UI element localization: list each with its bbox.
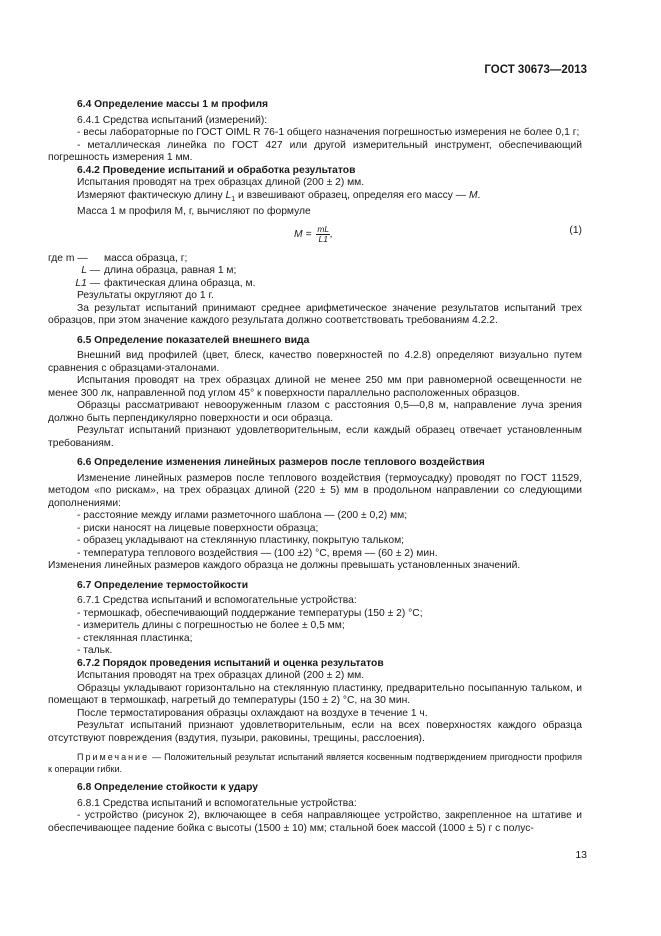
- paragraph: Изменение линейных размеров после теплового воздействия (термоусадку) проводят по ГОСТ 11529, методом «по рискам», на трех образцах длиной (220 ± 5) мм в продольном направлении со следующими дополнениями:: [48, 472, 582, 509]
- paragraph: После термостатирования образцы охлаждают на воздухе в течение 1 ч.: [77, 707, 428, 719]
- section-6-7-title: 6.7 Определение термостойкости: [77, 579, 249, 591]
- paragraph: Образцы рассматривают невооруженным глазом с расстояния 0,5—0,8 м, направление луча зрения должно быть перпендикулярно поверхности и оси образца.: [48, 400, 582, 424]
- paragraph: Испытания проводят на трех образцах длиной (200 ± 2) мм.: [77, 670, 365, 682]
- document-body: [48, 92, 582, 835]
- list-item: - тальк.: [77, 645, 113, 657]
- paragraph: Внешний вид профилей (цвет, блеск, качество поверхностей по 4.2.8) определяют визуально путем сравнения с образцами-эталонами.: [48, 350, 582, 374]
- paragraph: Образцы укладывают горизонтально на стеклянную пластинку, предварительно посыпанную тальком, и помещают в термошкаф, нагретый до температуры (150 ± 2) °C, на 30 мин.: [48, 682, 582, 707]
- definition-text: масса образца, г;: [104, 252, 188, 264]
- formula-1: [48, 223, 582, 247]
- note: [48, 751, 582, 775]
- list-item: - стеклянная пластинка;: [77, 632, 193, 644]
- paragraph: Испытания проводят на трех образцах длиной не менее 250 мм при равномерной освещенности не менее 300 лк, направленной под углом 45° к поверхности параллельно расположенных образцов.: [48, 375, 582, 399]
- paragraph: Изменения линейных размеров каждого образца не должны превышать установленных значений.: [48, 560, 521, 572]
- paragraph: Масса 1 м профиля M, г, вычисляют по формуле: [77, 206, 311, 218]
- formula-number: (1): [569, 224, 582, 236]
- formula-definitions: [48, 253, 582, 291]
- paragraph: 6.4.1 Средства испытаний (измерений):: [77, 114, 268, 126]
- section-6-7-2-title: 6.7.2 Порядок проведения испытаний и оценка результатов: [77, 657, 384, 669]
- list-item: - расстояние между иглами разметочного шаблона — (200 ± 0,2) мм;: [77, 510, 408, 522]
- definition-symbol: где m —: [48, 252, 88, 264]
- paragraph: Результаты округляют до 1 г.: [77, 290, 214, 302]
- section-6-4-2-title: 6.4.2 Проведение испытаний и обработка результатов: [77, 164, 356, 176]
- paragraph: Результат испытаний признают удовлетворительным, если каждый образец отвечает установленным требованиям.: [48, 425, 582, 449]
- definition-row: [48, 253, 582, 266]
- section-6-4-title: 6.4 Определение массы 1 м профиля: [77, 99, 269, 110]
- section-6-8-title: 6.8 Определение стойкости к удару: [77, 782, 258, 794]
- list-item: - металлическая линейка по ГОСТ 427 или другой измерительный инструмент, обеспечивающий погрешность измерения 1 мм.: [48, 139, 582, 163]
- paragraph: 6.8.1 Средства испытаний и вспомогательные устройства:: [77, 797, 357, 809]
- paragraph: За результат испытаний принимают среднее арифметическое значение результатов испытаний трех образцов, при этом значение каждого результата должно соответствовать требованиям 4.2.2.: [48, 302, 582, 327]
- list-item: - термошкаф, обеспечивающий поддержание температуры (150 ± 2) °C;: [77, 607, 423, 619]
- definition-row: [48, 278, 582, 291]
- definition-symbol: L1 —: [75, 277, 100, 289]
- list-item: - весы лабораторные по ГОСТ OIML R 76-1 общего назначения погрешностью измерения не более 0,1 г;: [77, 127, 580, 138]
- definition-text: длина образца, равная 1 м;: [104, 265, 237, 277]
- section-6-5-title: 6.5 Определение показателей внешнего вида: [77, 334, 310, 346]
- formula-expression: M = $\frac{mL}{L1}$ ,: [294, 223, 333, 244]
- paragraph: Испытания проводят на трех образцах длиной (200 ± 2) мм.: [77, 177, 365, 188]
- section-6-6-title: 6.6 Определение изменения линейных размеров после теплового воздействия: [77, 457, 485, 469]
- list-item: - температура теплового воздействия — (100 ±2) °C, время — (60 ± 2) мин.: [77, 547, 438, 559]
- page-number: 13: [575, 849, 587, 861]
- definition-text: фактическая длина образца, м.: [104, 277, 256, 289]
- note-label: Примечание: [77, 752, 150, 763]
- definition-row: [48, 265, 582, 278]
- list-item: - устройство (рисунок 2), включающее в себя направляющее устройство, закрепленное на штативе и обеспечивающее падение бойка с высоты (1500 ± 10) мм; стальной боек массой (1000 ± 5) г с полус-: [48, 810, 582, 834]
- paragraph: 6.7.1 Средства испытаний и вспомогательные устройства:: [77, 595, 357, 607]
- paragraph: Измеряют фактическую длину $L_1$ и взвешивают образец, определяя его массу — M.: [77, 189, 481, 203]
- note-text: — Положительный результат испытаний является косвенным подтверждением пригодности профиля к операции гибки.: [48, 752, 582, 775]
- list-item: - измеритель длины с погрешностью не более ± 0,5 мм;: [77, 620, 345, 632]
- paragraph: Результат испытаний признают удовлетворительным, если на всех поверхностях каждого образца отсутствуют повреждения (вздутия, пузыри, раковины, трещины, расслоения).: [48, 720, 582, 744]
- definition-symbol: L —: [81, 265, 100, 277]
- list-item: - риски наносят на лицевые поверхности образца;: [77, 522, 319, 534]
- document-header: ГОСТ 30673—2013: [484, 64, 587, 76]
- list-item: - образец укладывают на стеклянную пластинку, покрытую тальком;: [77, 535, 405, 547]
